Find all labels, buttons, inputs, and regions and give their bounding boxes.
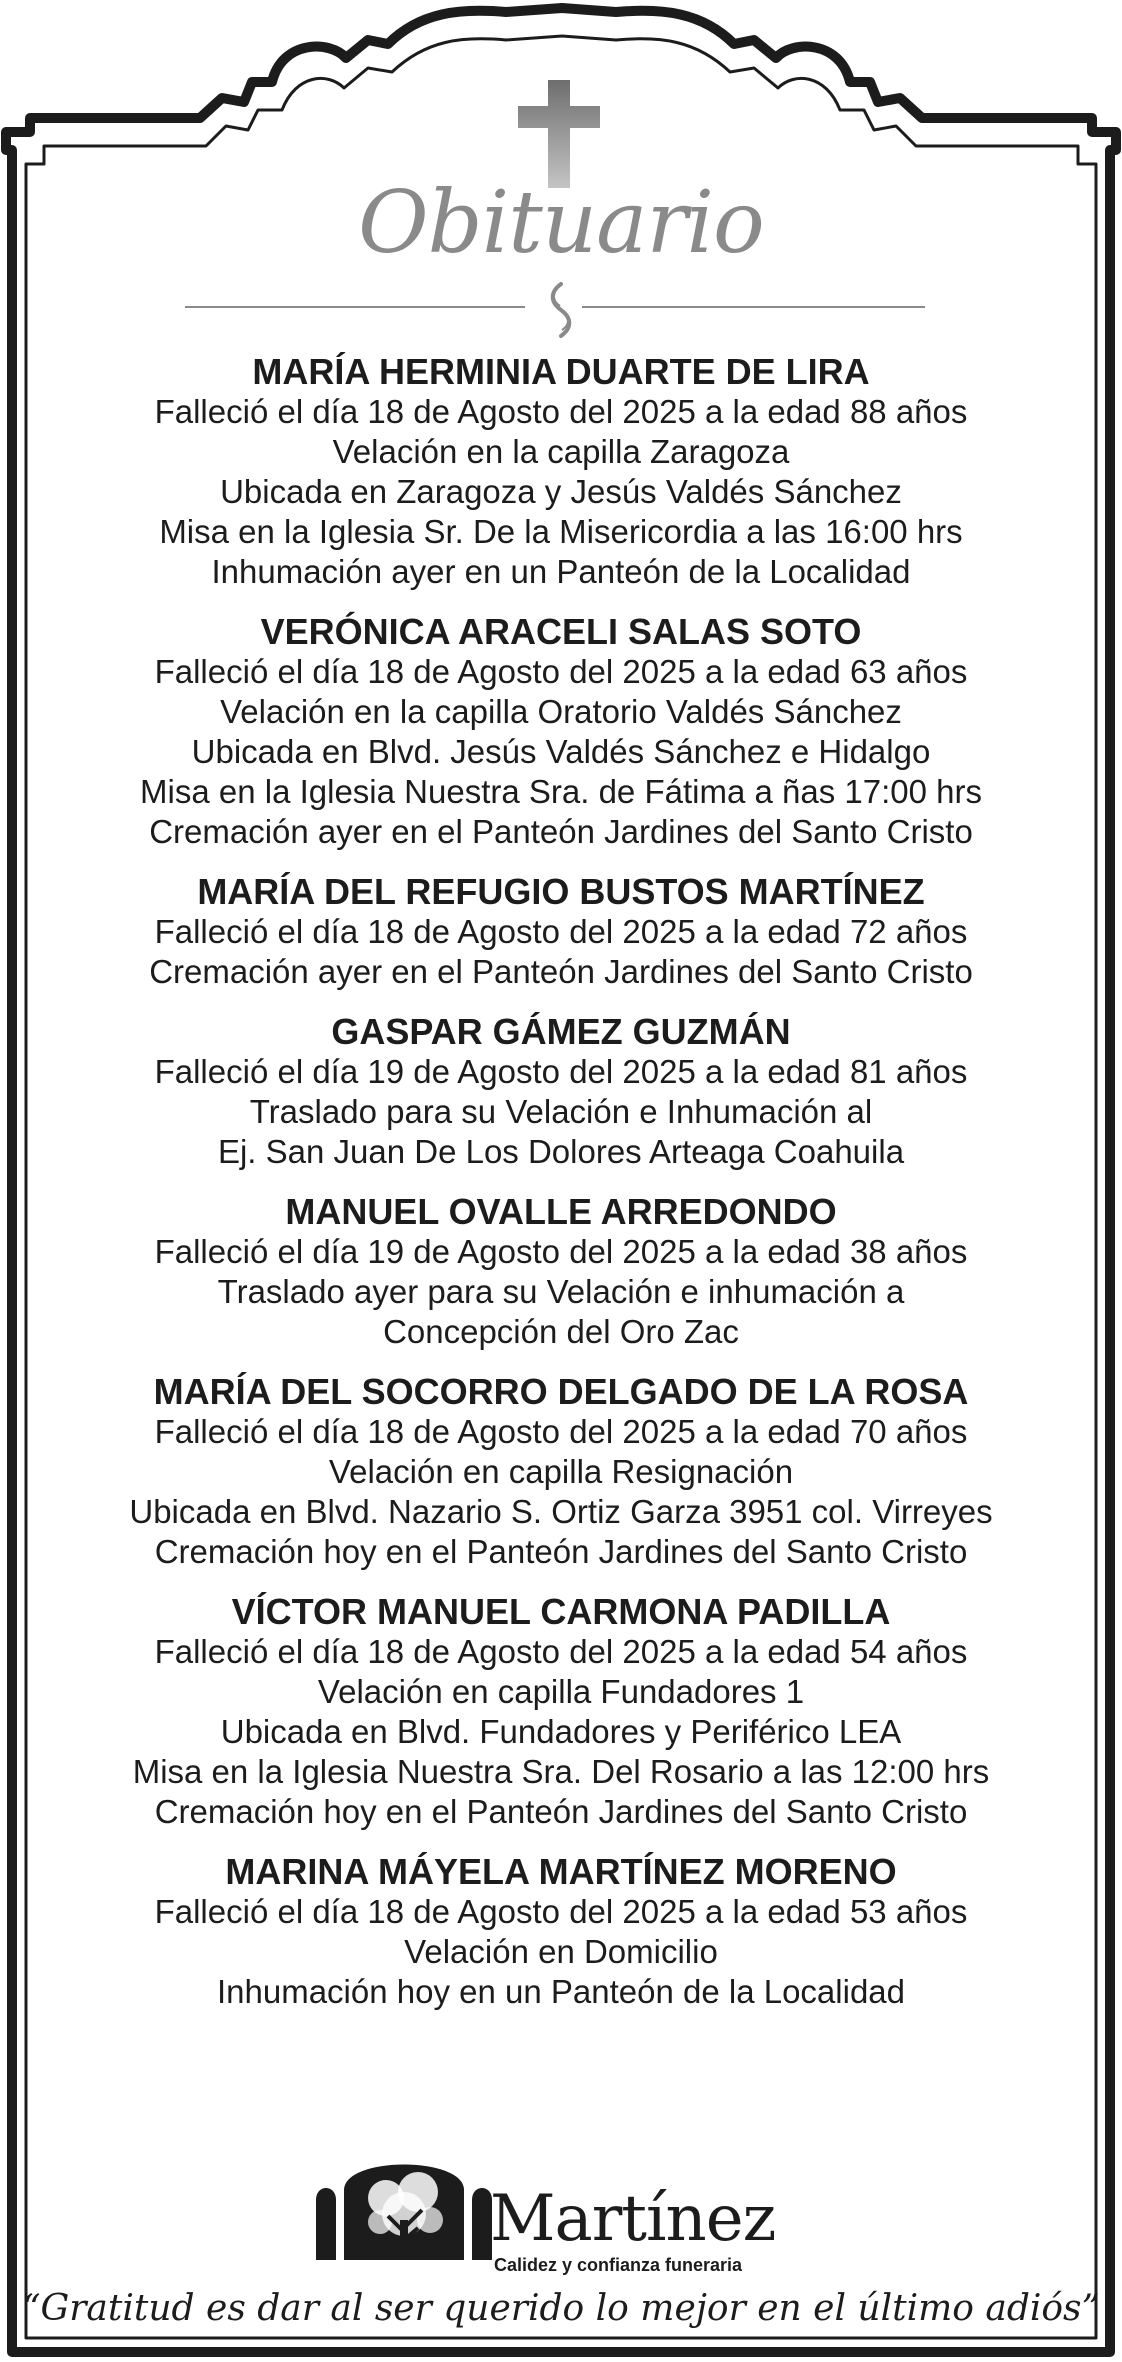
- flourish-icon: [538, 280, 584, 340]
- deceased-name: MARÍA DEL SOCORRO DELGADO DE LA ROSA: [153, 1371, 969, 1412]
- obituary-detail: Cremación hoy en el Panteón Jardines del Santo Cristo: [154, 1533, 968, 1570]
- obituary-detail: Cremación ayer en el Panteón Jardines del Santo Cristo: [149, 953, 973, 990]
- obituary-detail: Inhumación hoy en un Panteón de la Localidad: [216, 1973, 906, 2010]
- deceased-name: MARÍA DEL REFUGIO BUSTOS MARTÍNEZ: [197, 871, 925, 912]
- obituary-detail: Falleció el día 19 de Agosto del 2025 a la edad 38 años: [154, 1233, 968, 1270]
- obituary-entry: [40, 1192, 1082, 1352]
- obituary-list: [40, 352, 1082, 2032]
- obituary-detail: Inhumación ayer en un Panteón de la Localidad: [211, 553, 911, 590]
- obituary-detail: Misa en la Iglesia Nuestra Sra. de Fátima a ñas 17:00 hrs: [140, 773, 982, 810]
- page-title: Obituario: [358, 173, 764, 273]
- obituary-detail: Ubicada en Zaragoza y Jesús Valdés Sánchez: [220, 473, 902, 510]
- obituary-detail: Misa en la Iglesia Sr. De la Misericordia a las 16:00 hrs: [159, 513, 963, 550]
- obituary-detail: Falleció el día 18 de Agosto del 2025 a la edad 70 años: [154, 1413, 968, 1450]
- obituary-detail: Velación en Domicilio: [404, 1933, 718, 1970]
- obituary-entry: [40, 1012, 1082, 1172]
- obituary-detail: Ubicada en Blvd. Jesús Valdés Sánchez e Hidalgo: [191, 733, 931, 770]
- deceased-name: MANUEL OVALLE ARREDONDO: [285, 1191, 837, 1232]
- obituary-detail: Falleció el día 18 de Agosto del 2025 a la edad 54 años: [154, 1633, 968, 1670]
- obituary-detail: Velación en capilla Fundadores 1: [317, 1673, 805, 1710]
- obituary-detail: Falleció el día 19 de Agosto del 2025 a la edad 81 años: [154, 1053, 968, 1090]
- obituary-entry: [40, 872, 1082, 992]
- deceased-name: GASPAR GÁMEZ GUZMÁN: [331, 1011, 791, 1052]
- obituary-detail: Falleció el día 18 de Agosto del 2025 a la edad 53 años: [154, 1893, 968, 1930]
- obituary-entry: [40, 612, 1082, 852]
- obituary-detail: Falleció el día 18 de Agosto del 2025 a la edad 88 años: [154, 393, 968, 430]
- obituary-detail: Misa en la Iglesia Nuestra Sra. Del Rosario a las 12:00 hrs: [132, 1753, 990, 1790]
- obituary-detail: Traslado ayer para su Velación e inhumación a: [217, 1273, 905, 1310]
- obituary-detail: Velación en capilla Resignación: [328, 1453, 794, 1490]
- deceased-name: VÍCTOR MANUEL CARMONA PADILLA: [231, 1591, 891, 1632]
- obituary-detail: Traslado para su Velación e Inhumación al: [249, 1093, 873, 1130]
- obituary-detail: Cremación ayer en el Panteón Jardines del Santo Cristo: [149, 813, 973, 850]
- deceased-name: MARINA MÁYELA MARTÍNEZ MORENO: [225, 1851, 897, 1892]
- obituary-entry: [40, 1372, 1082, 1572]
- deceased-name: MARÍA HERMINIA DUARTE DE LIRA: [252, 351, 870, 392]
- obituary-entry: [40, 1852, 1082, 2012]
- header-divider-right: [582, 306, 925, 308]
- funeral-home-tagline: Calidez y confianza funeraria: [494, 2255, 743, 2275]
- funeral-home-logo-icon: [314, 2162, 494, 2260]
- funeral-home-brand: Martínez: [490, 2182, 776, 2256]
- obituary-detail: Cremación hoy en el Panteón Jardines del Santo Cristo: [154, 1793, 968, 1830]
- obituary-detail: Concepción del Oro Zac: [383, 1313, 739, 1350]
- obituary-detail: Ej. San Juan De Los Dolores Arteaga Coahuila: [217, 1133, 905, 1170]
- obituary-entry: [40, 1592, 1082, 1832]
- obituary-entry: [40, 352, 1082, 592]
- obituary-detail: Velación en la capilla Oratorio Valdés Sánchez: [220, 693, 902, 730]
- header-divider-left: [185, 306, 525, 308]
- obituary-detail: Velación en la capilla Zaragoza: [332, 433, 790, 470]
- footer-quote: “Gratitud es dar al ser querido lo mejor en el último adiós”: [22, 2288, 1100, 2329]
- deceased-name: VERÓNICA ARACELI SALAS SOTO: [260, 611, 862, 652]
- obituary-detail: Ubicada en Blvd. Nazario S. Ortiz Garza 3951 col. Virreyes: [129, 1493, 993, 1530]
- obituary-detail: Falleció el día 18 de Agosto del 2025 a la edad 63 años: [154, 653, 968, 690]
- obituary-detail: Falleció el día 18 de Agosto del 2025 a la edad 72 años: [154, 913, 968, 950]
- obituary-detail: Ubicada en Blvd. Fundadores y Periférico LEA: [220, 1713, 902, 1750]
